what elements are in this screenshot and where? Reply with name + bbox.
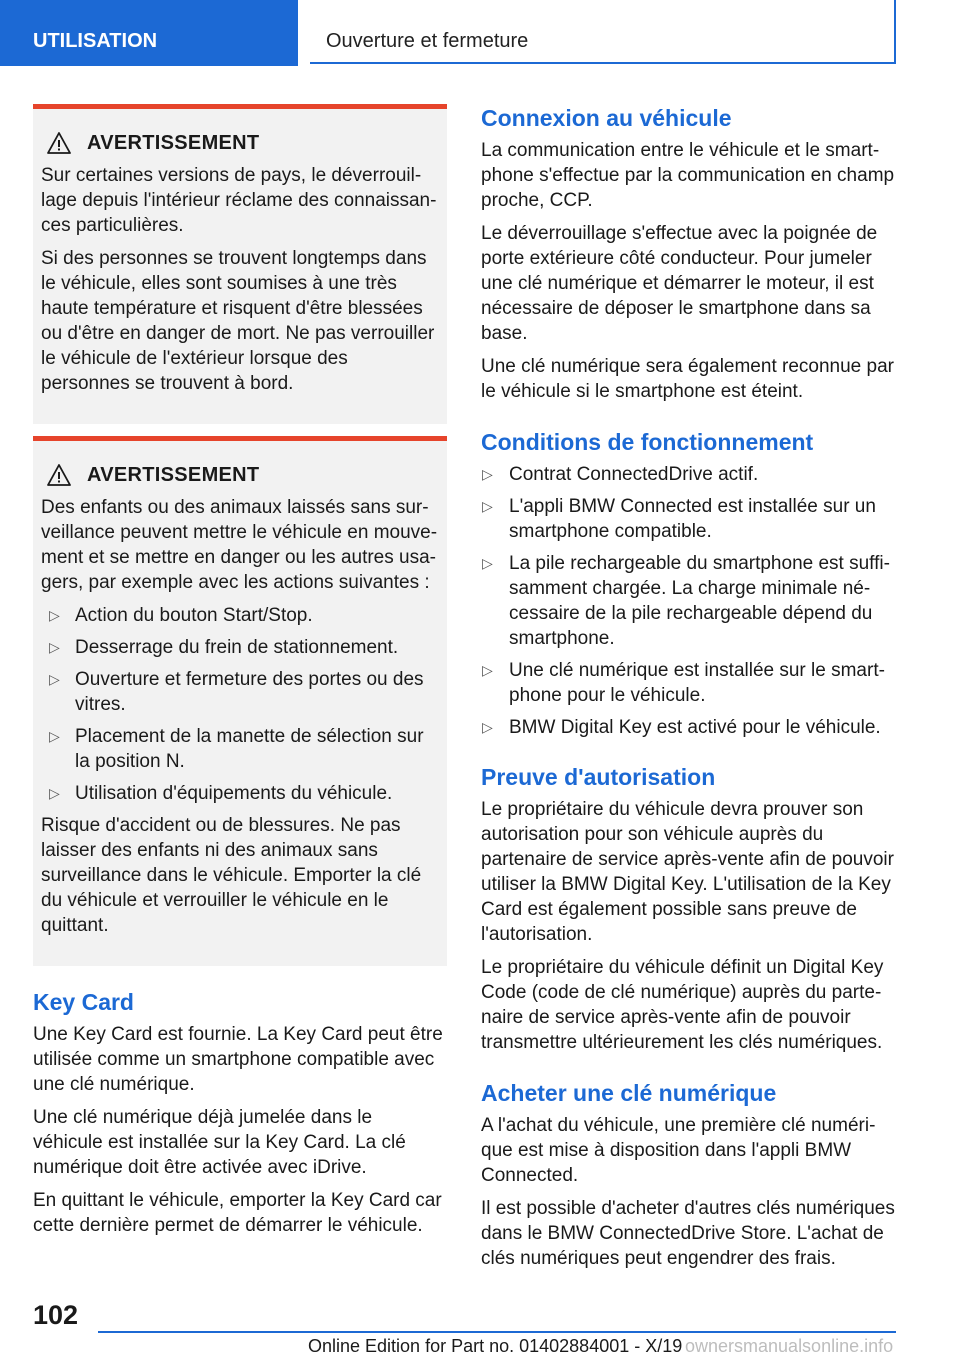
list-item: ▷ Ouverture et fermeture des portes ou des vitres.: [49, 669, 424, 715]
section-heading-acheter: Acheter une clé numérique: [481, 1080, 777, 1106]
list-item: ▷ Action du bouton Start/Stop.: [49, 605, 313, 626]
footer-divider: [98, 1331, 896, 1333]
bullet-icon: ▷: [49, 728, 60, 744]
paragraph: Il est possible d'acheter d'autres clés numériques dans le BMW ConnectedDrive Store. L'achat de clés numériques peut engendrer des frais.: [481, 1198, 895, 1269]
watermark-text[interactable]: ownersmanualsonline.info: [685, 1336, 894, 1356]
bullet-icon: ▷: [482, 662, 493, 678]
bullet-icon: ▷: [49, 607, 60, 623]
section-heading-conditions: Conditions de fonctionnement: [481, 429, 814, 455]
page-number: 102: [33, 1300, 79, 1330]
bullet-icon: ▷: [49, 639, 60, 655]
warning-triangle-icon: [47, 131, 71, 155]
bullet-icon: ▷: [482, 555, 493, 571]
warning-paragraph: Des enfants ou des animaux laissés sans surveillance peuvent mettre le véhicule en mouvement et se mettre en danger ou les autres usagers, par exemple avec les actions suivantes :: [41, 497, 438, 593]
paragraph: Le déverrouillage s'effectue avec la poignée de porte extérieure côté conducteur. Pour jumeler une clé numérique et démarrer le moteur, il est nécessaire de déposer le smartphone dans sa base.: [481, 223, 878, 344]
bullet-icon: ▷: [482, 719, 493, 735]
warning-list: [41, 603, 439, 806]
paragraph: Une Key Card est fournie. La Key Card peut être utilisée comme un smartphone compatible avec une clé numérique.: [33, 1024, 443, 1095]
bullet-icon: ▷: [482, 498, 493, 514]
warning-title-text: AVERTISSEMENT: [87, 131, 260, 154]
section-heading-connexion: Connexion au véhicule: [481, 105, 732, 131]
section-heading-key-card: Key Card: [33, 989, 134, 1015]
warning-paragraph: Si des personnes se trouvent longtemps dans le véhicule, elles sont soumises à une très haute température et risquent d'être blessées ou d'être en danger de mort. Ne pas verrouiller le véhicule de l'extérieur lorsque des personnes se trouvent à bord.: [41, 248, 435, 394]
bullet-icon: ▷: [49, 785, 60, 801]
warning-title-text: AVERTISSEMENT: [87, 463, 260, 486]
warning-title: [41, 131, 439, 155]
warning-paragraph: Risque d'accident ou de blessures. Ne pas laisser des enfants ni des animaux sans surveillance dans le véhicule. Emporter la clé du véhicule et verrouiller le véhicule en le quittant.: [41, 815, 422, 936]
paragraph: A l'achat du véhicule, une première clé numérique est mise à disposition dans l'appli BMW Connected.: [481, 1115, 876, 1186]
list-item: ▷ La pile rechargeable du smartphone est suffisamment chargée. La charge minimale nécessaire de la pile rechargeable dépend du smartphone.: [482, 553, 890, 649]
chapter-title: Ouverture et fermeture: [310, 0, 896, 64]
list-item: ▷ Placement de la manette de sélection sur la position N.: [49, 726, 424, 772]
paragraph: Le propriétaire du véhicule définit un Digital Key Code (code de clé numérique) auprès du partenaire de service après-vente afin de pouvoir transmettre ultérieurement les clés numériques.: [481, 957, 884, 1053]
warning-box-1: [33, 104, 447, 424]
list-item: ▷ Desserrage du frein de stationnement.: [49, 637, 399, 658]
section-tab: UTILISATION: [0, 0, 298, 66]
conditions-list: [481, 462, 895, 740]
list-item: ▷ Utilisation d'équipements du véhicule.: [49, 783, 393, 804]
right-column: [481, 104, 895, 1279]
left-column: [33, 104, 447, 1246]
edition-text: Online Edition for Part no. 01402884001 - X/19: [308, 1336, 683, 1356]
warning-title: [41, 463, 439, 487]
warning-box-2: [33, 436, 447, 966]
paragraph: En quittant le véhicule, emporter la Key Card car cette dernière permet de démarrer le véhicule.: [33, 1190, 442, 1236]
paragraph: Une clé numérique déjà jumelée dans le véhicule est installée sur la Key Card. La clé numérique doit être activée avec iDrive.: [33, 1107, 406, 1178]
list-item: ▷ L'appli BMW Connected est installée sur un smartphone compatible.: [482, 496, 876, 542]
list-item: ▷ Contrat ConnectedDrive actif.: [482, 464, 759, 485]
page-header: [0, 0, 960, 66]
warning-triangle-icon: [47, 463, 71, 487]
bullet-icon: ▷: [482, 466, 493, 482]
paragraph: Une clé numérique sera également reconnue par le véhicule si le smartphone est éteint.: [481, 356, 894, 402]
list-item: ▷ BMW Digital Key est activé pour le véhicule.: [482, 717, 881, 738]
list-item: ▷ Une clé numérique est installée sur le smartphone pour le véhicule.: [482, 660, 885, 706]
section-heading-preuve: Preuve d'autorisation: [481, 764, 716, 790]
bullet-icon: ▷: [49, 671, 60, 687]
paragraph: Le propriétaire du véhicule devra prouver son autorisation pour son véhicule auprès du partenaire de service après-vente afin de pouvoir utiliser la BMW Digital Key. L'utilisation de la Key Card est également possible sans preuve de l'autorisation.: [481, 799, 894, 945]
warning-paragraph: Sur certaines versions de pays, le déverrouillage depuis l'intérieur réclame des connaissances particulières.: [41, 165, 437, 236]
paragraph: La communication entre le véhicule et le smartphone s'effectue par la communication en champ proche, CCP.: [481, 140, 895, 211]
